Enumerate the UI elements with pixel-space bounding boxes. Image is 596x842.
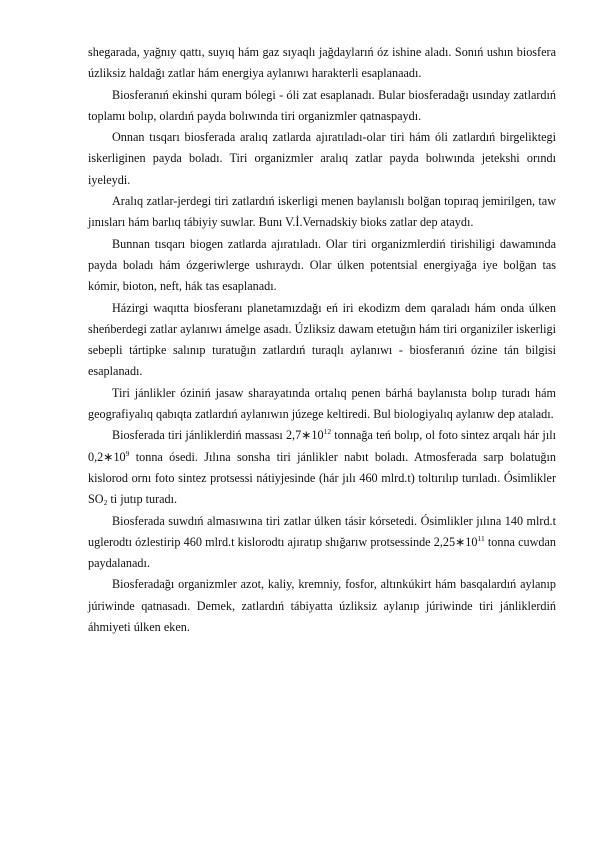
paragraph-text: Bunnan tısqarı biogen zatlarda ajıratıladı. Olar tiri organizmlerdiń tirishiligi dawamında payda boladı hám ózgeriwlerge ushıraydı. Olar úlken potentsial energiyağa iye bolğan tas kómir, bioton, neft, hák tas esaplanadı. [88, 236, 556, 294]
paragraph-text: Házirgi waqıtta biosferanı planetamızdağı eń iri ekodizm dem qaraladı hám onda úlken sheńberdegi zatlar aylanıwı ámelge asadı. Úzliksiz dawam etetuğın hám tiri organiziler iskerligi sebepli tártipke salınıp turatuğın zatlardıń turaqlı aylanıwı - biosferanıń ózine tán bilgisi esaplanadı. [88, 300, 556, 379]
superscript-exponent: 9 [125, 448, 130, 458]
paragraph [88, 298, 556, 383]
superscript-exponent: 11 [477, 533, 485, 543]
paragraph-text: Onnan tısqarı biosferada aralıq zatlarda ajıratıladı-olar tiri hám óli zatlardıń birgeliktegi iskerliginen payda boladı. Tiri organizmler aralıq zatlar payda bolıwında jetekshi orındı iyeleydi. [88, 130, 556, 187]
paragraph-text: Biosferanıń ekinshi quram bólegi - óli zat esaplanadı. Bular biosferadağı usınday zatlardıń toplamı bolıp, olardıń payda bolıwında tiri organizmler qatnaspaydı. [88, 87, 556, 123]
paragraph-text: ti jutıp turadı. [107, 492, 178, 507]
paragraph-text: Aralıq zatlar-jerdegi tiri zatlardıń iskerligi menen baylanıslı bolğan topıraq jemirilgen, taw jınısları hám barlıq tábiyiy suwlar. Bunı V.İ.Vernadskiy bioks zatlar dep ataydı. [88, 194, 556, 230]
paragraph-text: tonna ósedi. Jılına sonsha tiri jánlikler nabıt boladı. Atmosferada sarp bolatuğın kislorod ornı foto sintez protsessi nátiyjesinde (hár jılı 460 mlrd.t) toltırılıp turıladı. Ósimlikler SO [88, 449, 556, 507]
paragraph-text: shegarada, yağnıy qattı, suyıq hám gaz sıyaqlı jağdaylarıń óz ishine aladı. Sonıń ushın biosfera úzliksiz haldağı zatlar hám energiya aylanıwı harakterli esaplanaadı. [88, 45, 556, 81]
paragraph [88, 85, 556, 128]
paragraph-text: Biosferadağı organizmler azot, kaliy, kremniy, fosfor, altınkúkirt hám basqalardıń aylanıp júriwinde qatnasadı. Demek, zatlardıń tábiyatta úzliksiz aylanıp júriwinde tiri jánliklerdiń áhmiyeti úlken eken. [88, 577, 556, 635]
paragraph [88, 191, 556, 234]
subscript-index: 2 [103, 498, 108, 508]
paragraph [88, 42, 556, 85]
paragraph [88, 127, 556, 191]
paragraph-text: Biosferada tiri jánliklerdiń massası 2,7∗10 [112, 428, 324, 443]
paragraph [88, 511, 556, 575]
paragraph-text: tonna cuwdan paydalanadı. [88, 534, 556, 571]
paragraph [88, 574, 556, 638]
paragraph-text: tonnağa teń bolıp, ol foto sintez arqalı hár jılı 0,2∗10 [88, 428, 556, 464]
paragraph [88, 425, 556, 510]
paragraph [88, 383, 556, 426]
superscript-exponent: 12 [323, 427, 332, 437]
paragraph-text: Biosferada suwdıń almasıwına tiri zatlar úlken tásir kórsetedi. Ósimlikler jılına 140 mlrd.t uglerodtı ózlestirip 460 mlrd.t kislorodtı ajıratıp shığarıw protsessinde 2,25∗10 [88, 513, 556, 549]
document-page [88, 42, 556, 638]
paragraph-text: Tiri jánlikler óziniń jasaw sharayatında ortalıq penen bárhá baylanısta bolıp turadı hám geografiyalıq qabıqta zatlardıń aylanıwın júzege keltiredi. Bul biologiyalıq aylanıw dep ataladı. [88, 385, 556, 422]
paragraph [88, 234, 556, 298]
